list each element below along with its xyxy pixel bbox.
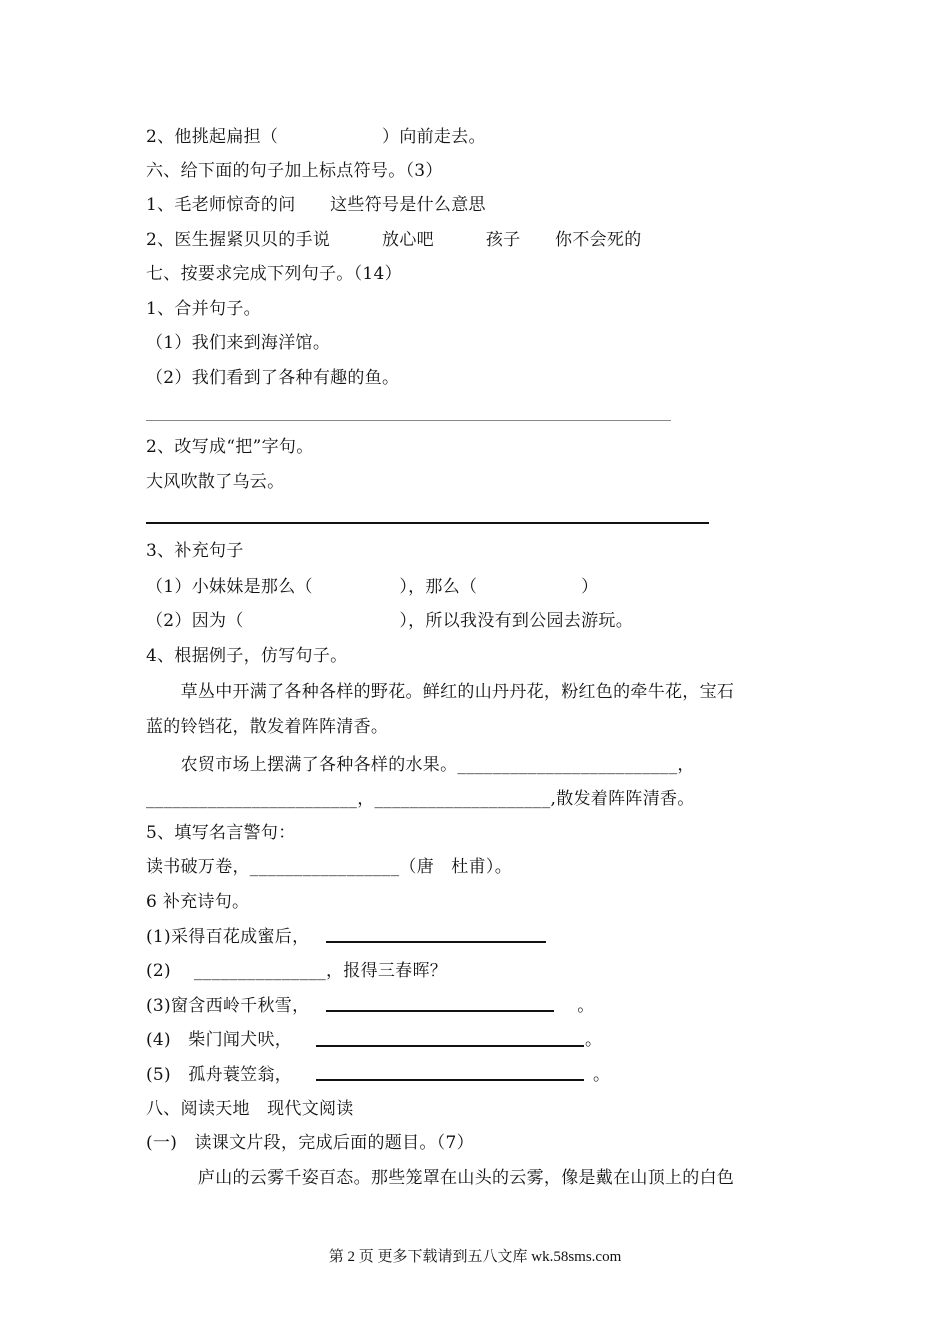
text-line-14: 4、根据例子，仿写句子。: [146, 646, 348, 666]
text-line-12: （1）小妹妹是那么（ ），那么（ ）: [146, 577, 599, 597]
text-line-28: 庐山的云雾千姿百态。那些笼罩在山头的云雾，像是戴在山顶上的白色: [146, 1168, 735, 1188]
text-line-3: 1、毛老师惊奇的问 这些符号是什么意思: [146, 195, 486, 215]
answer-line-ba: [146, 522, 709, 524]
poem-line-4-end: 。: [585, 1030, 603, 1050]
section-heading-7: 七、按要求完成下列句子。（14）: [146, 264, 402, 284]
text-line-21: 6 补充诗句。: [146, 892, 250, 912]
text-line-11: 3、补充句子: [146, 541, 244, 561]
text-line-13: （2）因为（ ），所以我没有到公园去游玩。: [146, 611, 634, 631]
text-line-19: 5、填写名言警句：: [146, 823, 296, 843]
poem-line-5: (5) 孤舟蓑笠翁，: [146, 1065, 293, 1085]
answer-line-poem-1: [326, 941, 546, 943]
text-line-15: 草丛中开满了各种各样的野花。鲜红的山丹丹花，粉红色的牵牛花，宝石: [146, 682, 735, 702]
poem-line-3-end: 。: [560, 996, 595, 1016]
section-heading-8: 八、阅读天地 现代文阅读: [146, 1099, 354, 1119]
poem-line-3: (3)窗含西岭千秋雪，: [146, 996, 310, 1016]
text-line-16: 蓝的铃铛花，散发着阵阵清香。: [146, 717, 389, 737]
poem-line-5-end: 。: [593, 1065, 611, 1085]
section-heading-6: 六、给下面的句子加上标点符号。（3）: [146, 161, 443, 181]
poem-line-4: (4) 柴门闻犬吠，: [146, 1030, 293, 1050]
answer-line-merge: [146, 420, 671, 421]
poem-line-2: (2) _______________，报得三春晖？: [146, 961, 448, 981]
answer-line-poem-3: [326, 1010, 554, 1012]
text-line-1: 2、他挑起扁担（ ）向前走去。: [146, 127, 486, 147]
text-line-6: 1、合并句子。: [146, 299, 261, 319]
text-line-8: （2）我们看到了各种有趣的鱼。: [146, 368, 400, 388]
text-line-9: 2、改写成“把”字句。: [146, 437, 314, 457]
page-footer: 第 2 页 更多下载请到五八文库 wk.58sms.com: [328, 1249, 622, 1265]
answer-line-poem-4: [316, 1045, 584, 1047]
text-line-20: 读书破万卷，_________________（唐 杜甫）。: [146, 857, 512, 877]
text-line-18: ________________________，____________________,散发着阵阵清香。: [146, 789, 695, 809]
text-line-7: （1）我们来到海洋馆。: [146, 333, 331, 353]
text-line-27: (一) 读课文片段，完成后面的题目。（7）: [146, 1133, 474, 1153]
text-line-17: 农贸市场上摆满了各种各样的水果。_________________________，: [146, 755, 695, 775]
text-line-10: 大风吹散了乌云。: [146, 472, 285, 492]
answer-line-poem-5: [316, 1079, 584, 1081]
poem-line-1: (1)采得百花成蜜后，: [146, 927, 310, 947]
text-line-4: 2、医生握紧贝贝的手说 放心吧 孩子 你不会死的: [146, 230, 642, 250]
